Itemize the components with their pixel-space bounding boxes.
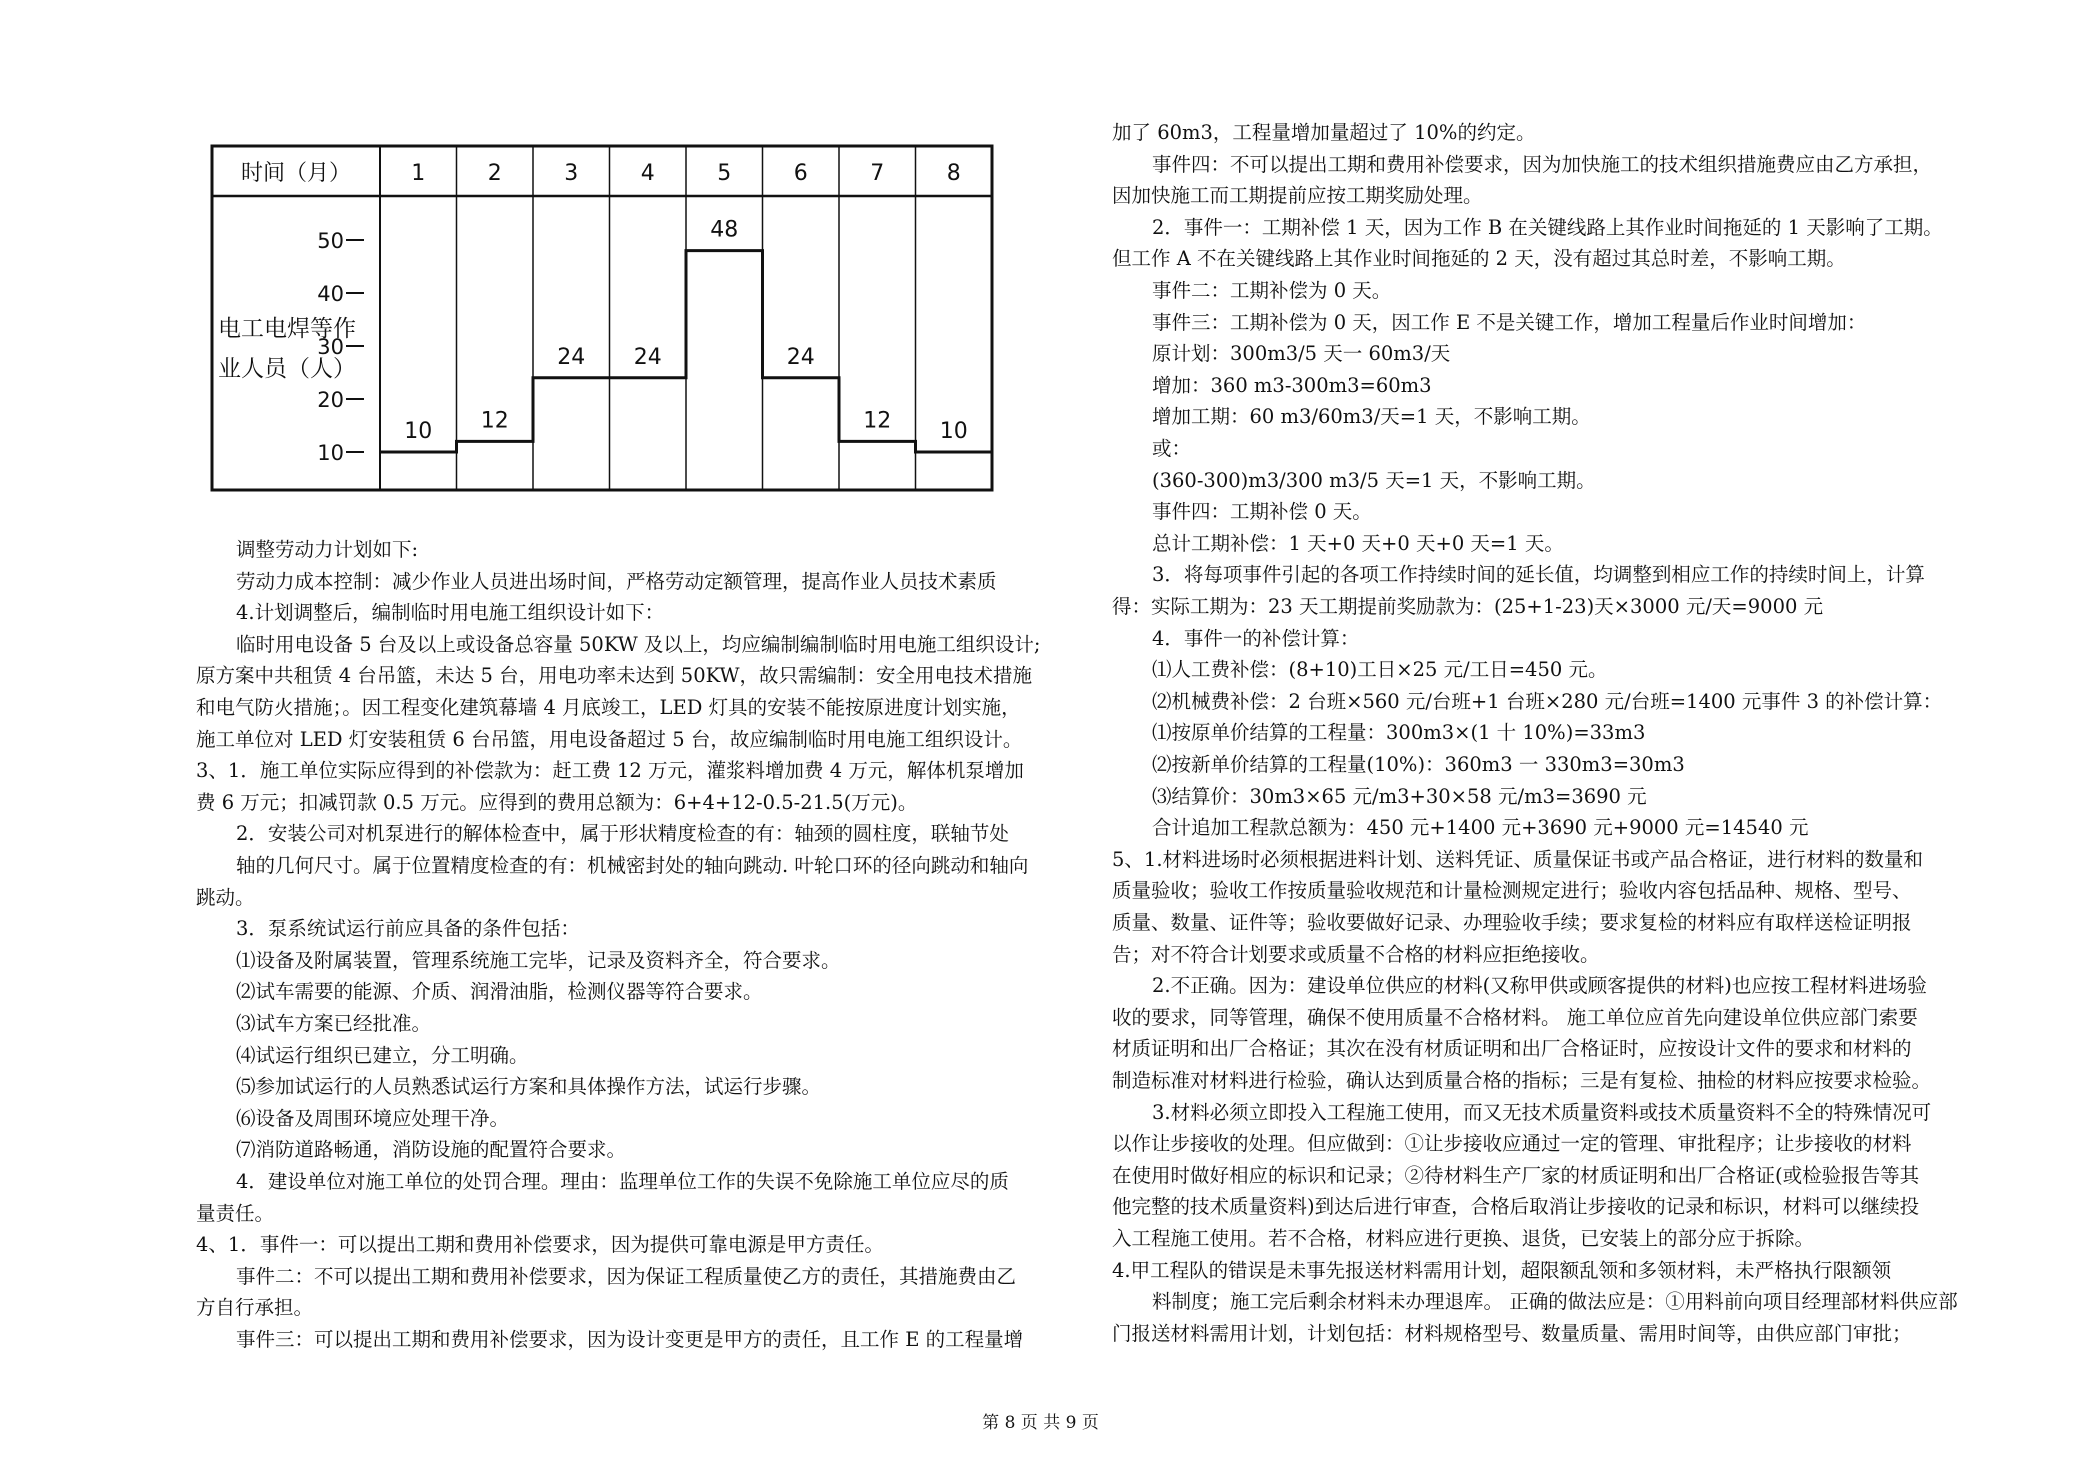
right-line: 材质证明和出厂合格证；其次在没有材质证明和出厂合格证时，应按设计文件的要求和材料的 [1112, 1037, 1912, 1061]
left-line: 临时用电设备 5 台及以上或设备总容量 50KW 及以上，均应编制编制临时用电施工组织设计; [236, 632, 1041, 656]
right-line: 3．将每项事件引起的各项工作持续时间的延长值，均调整到相应工作的持续时间上，计算 [1152, 563, 1925, 587]
right-line: 质量验收；验收工作按质量验收规范和计量检测规定进行；验收内容包括品种、规格、型号、 [1112, 879, 1912, 903]
right-line: ⑵机械费补偿：2 台班×560 元/台班+1 台班×280 元/台班=1400 元事件 3 的补偿计算： [1152, 689, 1943, 713]
labor-histogram-chart [210, 144, 994, 492]
left-line: 事件三：可以提出工期和费用补偿要求，因为设计变更是甲方的责任，且工作 E 的工程量增 [236, 1328, 1024, 1351]
right-line: 2.不正确。因为：建设单位供应的材料(又称甲供或顾客提供的材料)也应按工程材料进场验 [1152, 974, 1927, 998]
right-line: 增加工期：60 m3/60m3/天=1 天，不影响工期。 [1152, 405, 1591, 429]
value-label: 24 [557, 344, 586, 370]
left-line: ⑺消防道路畅通，消防设施的配置符合要求。 [236, 1138, 627, 1162]
right-line: 原计划：300m3/5 天一 60m3/天 [1152, 342, 1451, 366]
right-line: ⑴人工费补偿：(8+10)工日×25 元/工日=450 元。 [1152, 658, 1608, 682]
month-tick-label: 6 [793, 161, 808, 186]
right-line: ⑶结算价：30m3×65 元/m3+30×58 元/m3=3690 元 [1152, 784, 1647, 808]
left-line: 劳动力成本控制：减少作业人员进出场时间，严格劳动定额管理，提高作业人员技术素质 [236, 569, 997, 593]
value-label: 10 [404, 419, 433, 444]
month-tick-label: 3 [564, 161, 579, 186]
left-line: 4．建设单位对施工单位的处罚合理。理由：监理单位工作的失误不免除施工单位应尽的质 [236, 1170, 1009, 1193]
right-line: 制造标准对材料进行检验，确认达到质量合格的指标；三是有复检、抽检的材料应按要求检验。 [1112, 1069, 1932, 1092]
left-line: 3．泵系统试运行前应具备的条件包括： [236, 917, 580, 941]
right-line: 门报送材料需用计划，计划包括：材料规格型号、数量质量、需用时间等，由供应部门审批； [1112, 1321, 1912, 1345]
left-line: 调整劳动力计划如下: [236, 538, 419, 561]
right-line: 4.甲工程队的错误是未事先报送材料需用计划，超限额乱领和多领材料，未严格执行限额领 [1112, 1258, 1892, 1282]
left-line: 3、1．施工单位实际应得到的补偿款为：赶工费 12 万元，灌浆料增加费 4 万元，解体机泵增加 [196, 759, 1024, 783]
right-line: 增加：360 m3-300m3=60m3 [1152, 373, 1432, 397]
left-line: 量责任。 [196, 1201, 275, 1225]
right-line: 加了 60m3，工程量增加量超过了 10%的约定。 [1112, 121, 1536, 144]
right-line: 入工程施工使用。若不合格，材料应进行更换、退货，已安装上的部分应于拆除。 [1112, 1227, 1815, 1250]
value-label: 10 [939, 419, 968, 444]
right-line: 收的要求，同等管理，确保不使用质量不合格材料。 施工单位应首先向建设单位供应部门索要 [1112, 1005, 1918, 1029]
left-line: ⑵试车需要的能源、介质、润滑油脂，检测仪器等符合要求。 [236, 980, 763, 1004]
right-line: 在使用时做好相应的标识和记录；②待材料生产厂家的材质证明和出厂合格证(或检验报告等其 [1112, 1163, 1920, 1187]
left-line: 4.计划调整后，编制临时用电施工组织设计如下： [236, 601, 665, 625]
value-label: 24 [786, 344, 815, 370]
left-line: ⑴设备及附属装置，管理系统施工完毕，记录及资料齐全，符合要求。 [236, 948, 841, 972]
month-tick-label: 5 [717, 161, 732, 186]
right-line: 事件四：工期补偿 0 天。 [1152, 500, 1372, 524]
left-line: 跳动。 [196, 885, 255, 909]
y-tick-label: 20 [317, 388, 344, 412]
right-line: 他完整的技术质量资料)到达后进行审查，合格后取消让步接收的记录和标识，材料可以继续投 [1112, 1195, 1920, 1219]
right-line: 事件二：工期补偿为 0 天。 [1152, 279, 1392, 302]
month-tick-label: 4 [640, 161, 655, 186]
left-line: 轴的几何尺寸。属于位置精度检查的有：机械密封处的轴向跳动. 叶轮口环的径向跳动和轴向 [236, 854, 1029, 877]
value-label: 24 [633, 344, 662, 370]
left-line: ⑶试车方案已经批准。 [236, 1012, 432, 1035]
right-line: 因加快施工而工期提前应按工期奖励处理。 [1112, 184, 1483, 208]
left-line: 和电气防火措施；。因工程变化建筑幕墙 4 月底竣工，LED 灯具的安装不能按原进度计划实施， [196, 696, 1021, 719]
y-tick-label: 40 [317, 282, 344, 306]
left-line: 4、1．事件一：可以提出工期和费用补偿要求，因为提供可靠电源是甲方责任。 [196, 1233, 884, 1257]
header-time-label: 时间（月） [240, 161, 352, 186]
right-line: 料制度；施工完后剩余材料未办理退库。 正确的做法应是：①用料前向项目经理部材料供应部 [1152, 1290, 1958, 1314]
page-footer: 第 8 页 共 9 页 [982, 1413, 1099, 1433]
value-label: 12 [863, 408, 892, 434]
right-line: 总计工期补偿：1 天+0 天+0 天+0 天=1 天。 [1152, 531, 1564, 555]
right-line: ⑵按新单价结算的工程量(10%)：360m3 一 330m3=30m3 [1152, 753, 1685, 776]
right-line: 2．事件一：工期补偿 1 天，因为工作 B 在关键线路上其作业时间拖延的 1 天影响了工期。 [1152, 215, 1943, 239]
right-line: ⑴按原单价结算的工程量：300m3×(1 十 10%)=33m3 [1152, 721, 1646, 745]
left-line: 费 6 万元；扣减罚款 0.5 万元。应得到的费用总额为：6+4+12-0.5-21.5(万元)。 [196, 790, 918, 814]
right-line: 质量、数量、证件等；验收要做好记录、办理验收手续；要求复检的材料应有取样送检证明报 [1112, 911, 1912, 934]
y-axis-label: 业人员（人） [218, 356, 356, 382]
value-label: 48 [710, 217, 739, 243]
left-line: 方自行承担。 [196, 1296, 314, 1320]
left-line: ⑹设备及周围环境应处理干净。 [236, 1106, 510, 1130]
y-tick-label: 30 [317, 335, 344, 359]
left-line: 2．安装公司对机泵进行的解体检查中，属于形状精度检查的有：轴颈的圆柱度，联轴节处 [236, 822, 1009, 846]
month-tick-label: 8 [946, 161, 961, 186]
right-line: 合计追加工程款总额为：450 元+1400 元+3690 元+9000 元=14540 元 [1152, 816, 1809, 840]
left-line: ⑸参加试运行的人员熟悉试运行方案和具体操作方法，试运行步骤。 [236, 1075, 822, 1099]
month-tick-label: 7 [870, 161, 885, 186]
right-line: 事件四：不可以提出工期和费用补偿要求，因为加快施工的技术组织措施费应由乙方承担， [1152, 152, 1933, 176]
right-line: 事件三：工期补偿为 0 天，因工作 E 不是关键工作，增加工程量后作业时间增加： [1152, 310, 1867, 334]
right-line: (360-300)m3/300 m3/5 天=1 天，不影响工期。 [1152, 468, 1596, 492]
left-line: ⑷试运行组织已建立，分工明确。 [236, 1043, 529, 1067]
left-line: 事件二：不可以提出工期和费用补偿要求，因为保证工程质量使乙方的责任，其措施费由乙 [236, 1264, 1017, 1288]
value-label: 12 [480, 408, 509, 434]
left-line: 原方案中共租赁 4 台吊篮，未达 5 台，用电功率未达到 50KW，故只需编制：安全用电技术措施 [196, 664, 1033, 688]
month-tick-label: 1 [411, 161, 426, 186]
right-line: 告；对不符合计划要求或质量不合格的材料应拒绝接收。 [1112, 942, 1600, 966]
left-line: 施工单位对 LED 灯安装租赁 6 台吊篮，用电设备超过 5 台，故应编制临时用电施工组织设计。 [196, 727, 1023, 751]
right-line: 以作让步接收的处理。但应做到：①让步接收应通过一定的管理、审批程序；让步接收的材料 [1112, 1132, 1912, 1156]
chart-svg [210, 144, 994, 492]
right-line: 得：实际工期为：23 天工期提前奖励款为：(25+1-23)天×3000 元/天=9000 元 [1112, 595, 1824, 618]
right-line: 4．事件一的补偿计算： [1152, 626, 1360, 650]
y-axis-label: 电工电焊等作 [218, 316, 356, 342]
y-tick-label: 50 [317, 229, 344, 253]
right-line: 或： [1152, 437, 1192, 460]
right-line: 3.材料必须立即投入工程施工使用，而又无技术质量资料或技术质量资料不全的特殊情况可 [1152, 1100, 1932, 1124]
month-tick-label: 2 [487, 161, 502, 186]
right-line: 5、1.材料进场时必须根据进料计划、送料凭证、质量保证书或产品合格证，进行材料的数量和 [1112, 847, 1924, 871]
right-line: 但工作 A 不在关键线路上其作业时间拖延的 2 天，没有超过其总时差，不影响工期。 [1112, 247, 1846, 271]
y-tick-label: 10 [317, 441, 344, 465]
